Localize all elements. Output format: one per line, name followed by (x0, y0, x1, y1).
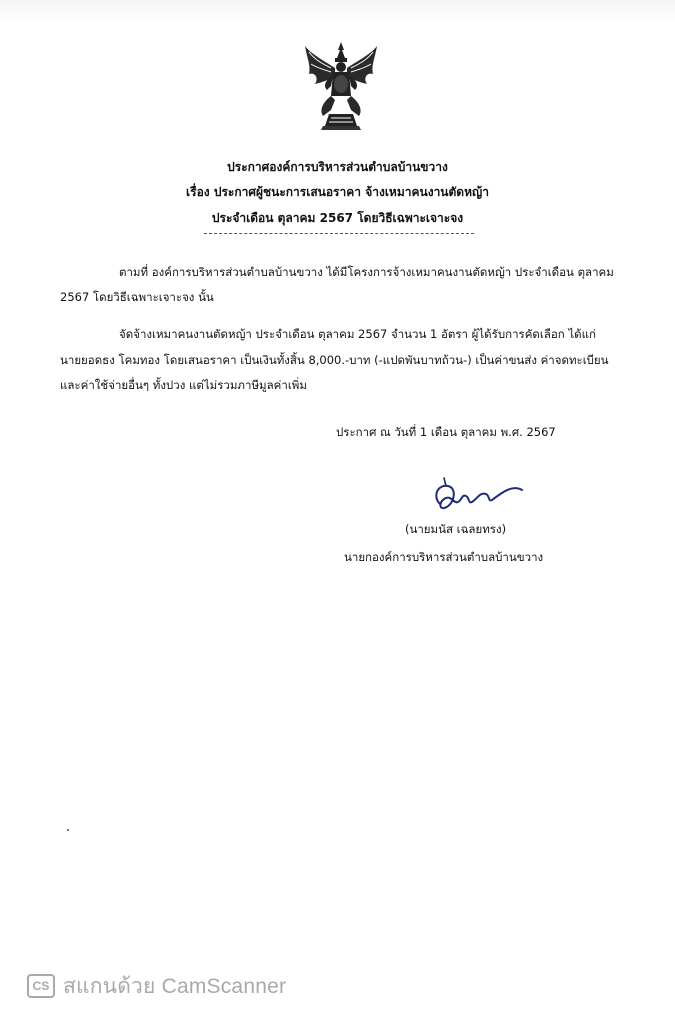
announcement-period: ประจำเดือน ตุลาคม 2567 โดยวิธีเฉพาะเจาะจง (211, 211, 464, 225)
paragraph1-line1: ตามที่ องค์การบริหารส่วนตำบลบ้านขวาง ได้มีโครงการจ้างเหมาคนงานตัดหญ้า ประจำเดือน ตุลาคม (119, 265, 614, 279)
camscanner-logo-icon: CS (27, 974, 55, 998)
camscanner-watermark (27, 970, 286, 1002)
watermark-text: สแกนด้วย CamScanner (63, 974, 287, 998)
paragraph2-line3: และค่าใช้จ่ายอื่นๆ ทั้งปวง แต่ไม่รวมภาษีมูลค่าเพิ่ม (60, 378, 307, 392)
heading-divider (204, 233, 474, 234)
paragraph2-line1: จัดจ้างเหมาคนงานตัดหญ้า ประจำเดือน ตุลาคม 2567 จำนวน 1 อัตรา ผู้ได้รับการคัดเลือก ได้แก่ (119, 327, 597, 341)
paragraph1-line2: 2567 โดยวิธีเฉพาะเจาะจง นั้น (60, 290, 214, 304)
announcement-date: ประกาศ ณ วันที่ 1 เดือน ตุลาคม พ.ศ. 2567 (336, 425, 556, 439)
garuda-emblem-icon (301, 40, 381, 132)
announcement-title: ประกาศองค์การบริหารส่วนตำบลบ้านขวาง (227, 160, 448, 174)
announcement-subject: เรื่อง ประกาศผู้ชนะการเสนอราคา จ้างเหมาคนงานตัดหญ้า (186, 185, 489, 199)
scan-speck (67, 829, 69, 831)
signer-title: นายกองค์การบริหารส่วนตำบลบ้านขวาง (344, 550, 544, 564)
paragraph2-line2: นายยอดธง โคมทอง โดยเสนอราคา เป็นเงินทั้งสิ้น 8,000.-บาท (-แปดพันบาทถ้วน-) เป็นค่าขนส่ง ค่าจดทะเบียน (60, 353, 609, 367)
signer-name: (นายมนัส เฉลยทรง) (405, 522, 507, 536)
handwritten-signature (428, 474, 528, 522)
